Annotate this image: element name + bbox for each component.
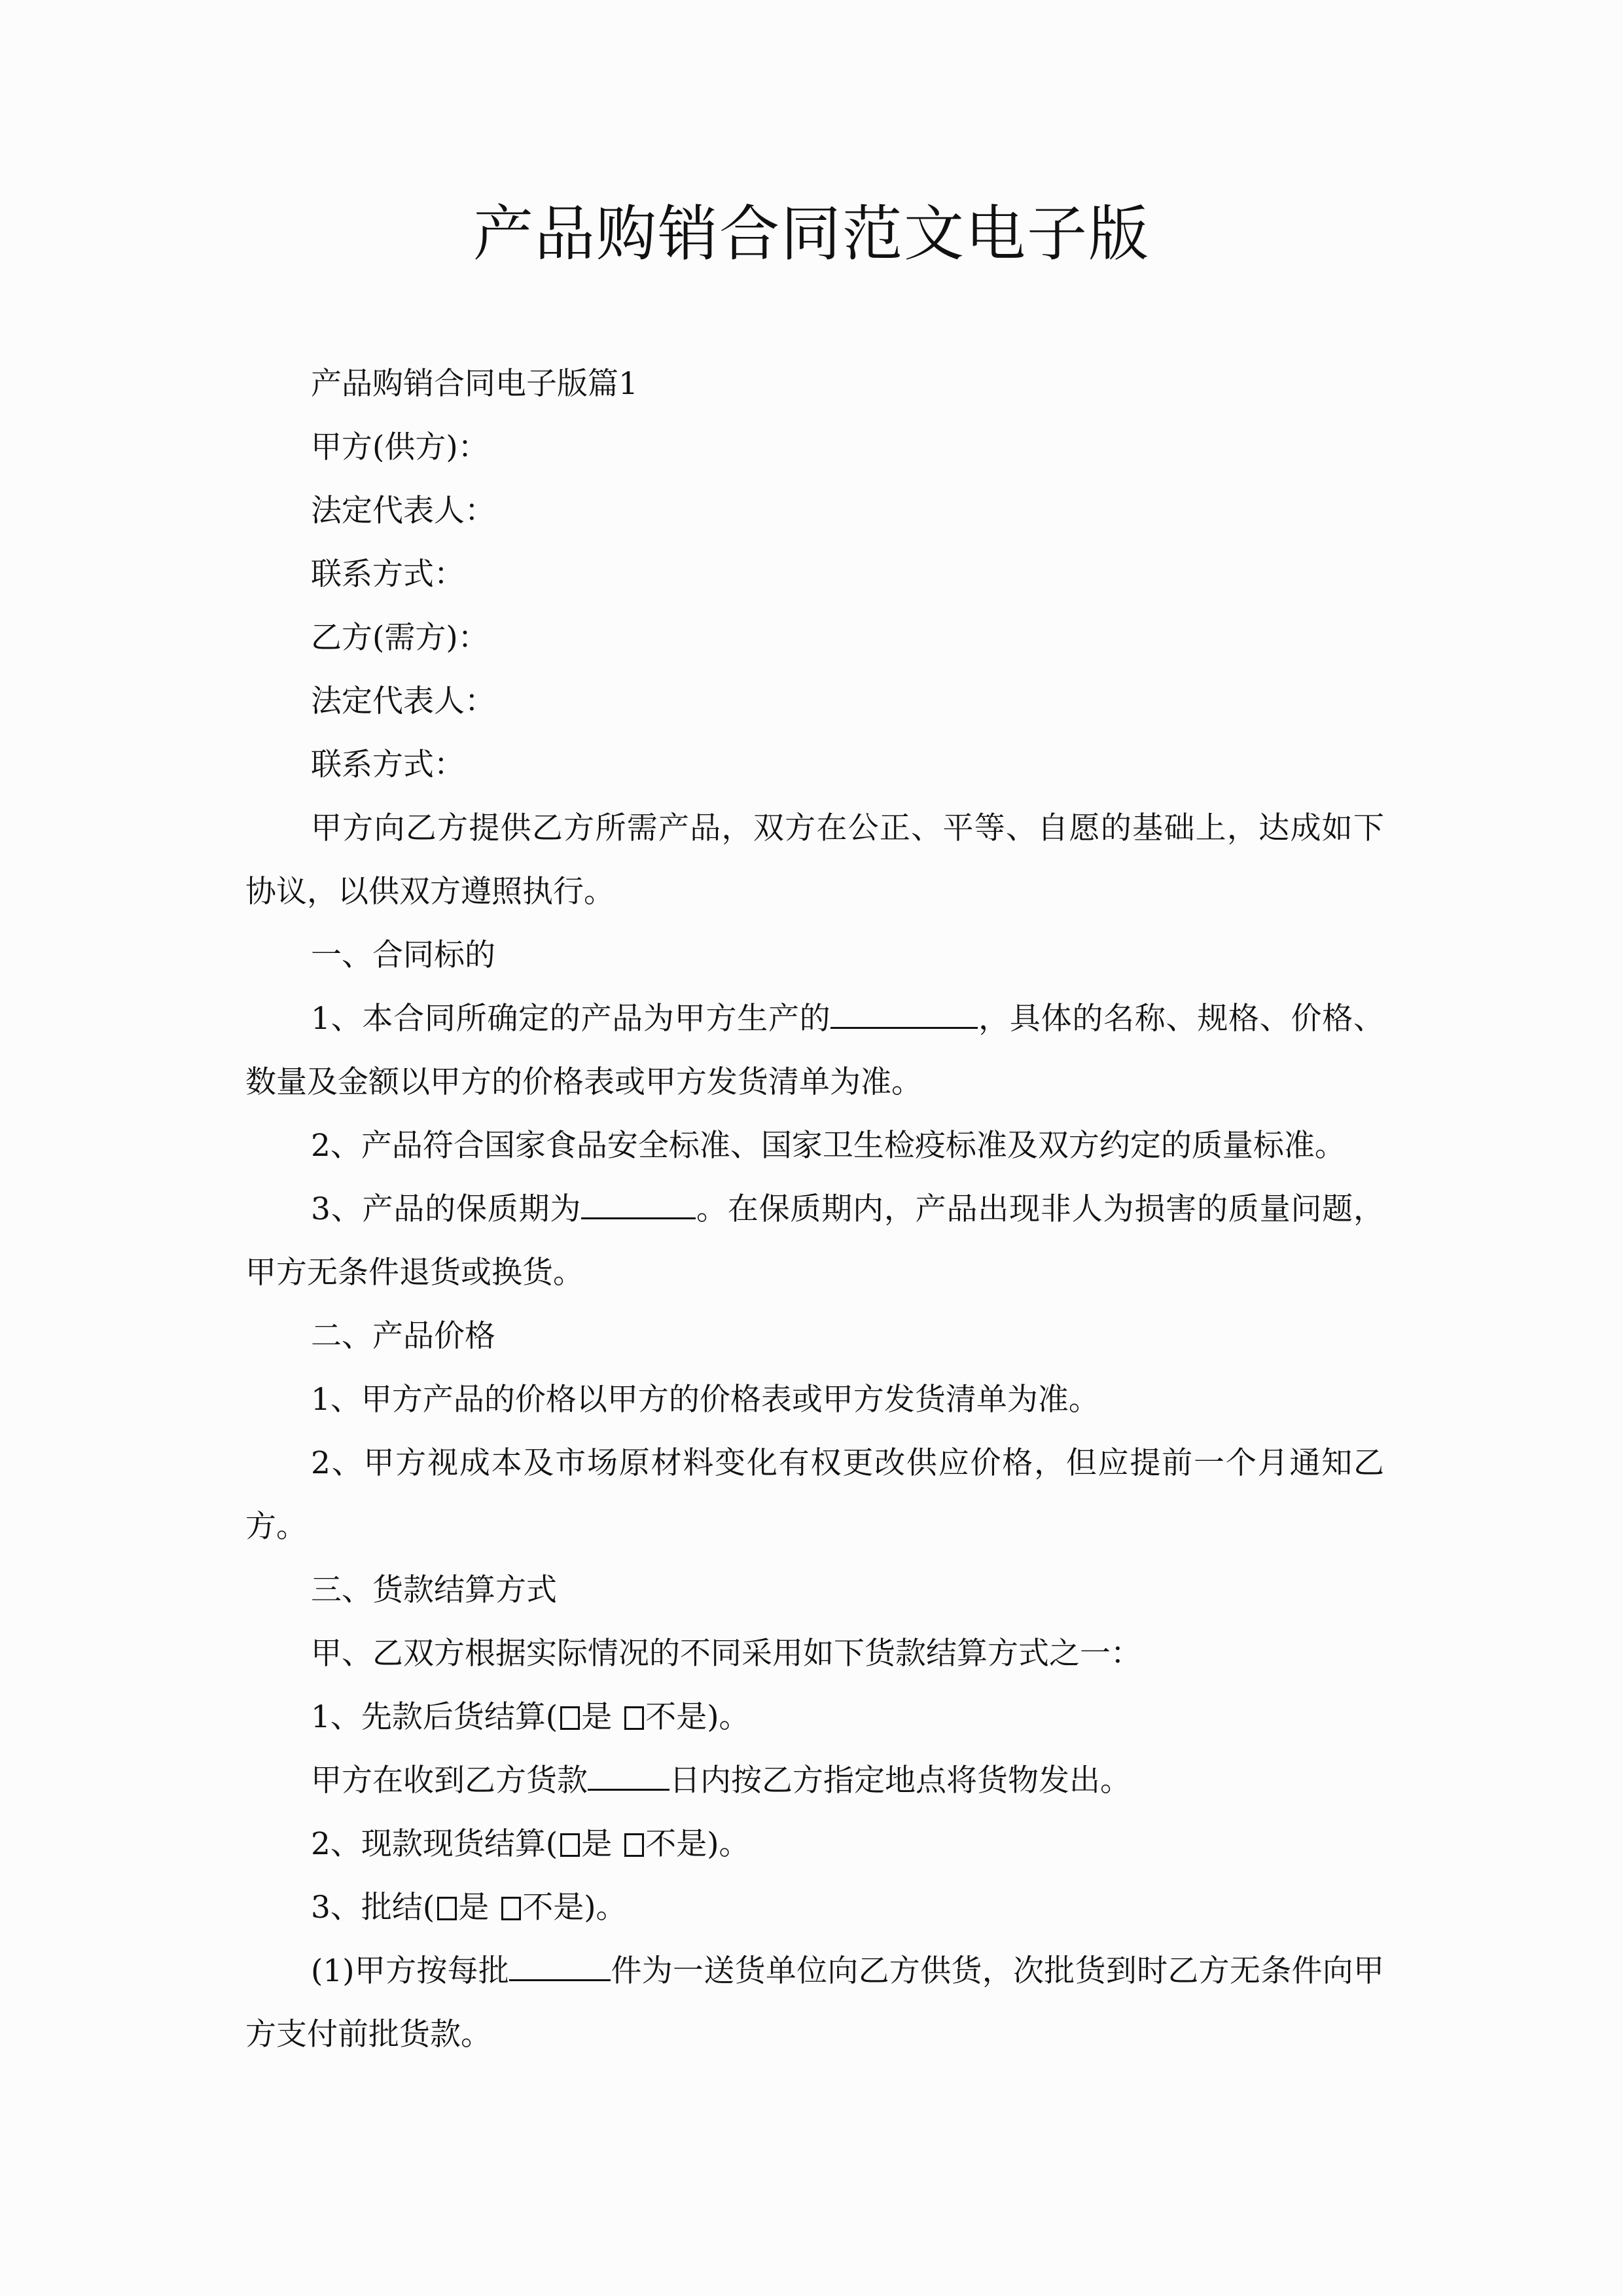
document-body [245,352,1384,2066]
option-3-yes-checkbox-icon [437,1897,457,1920]
option-1-no-label: 不是 [645,1699,707,1735]
preamble-paragraph: 甲方向乙方提供乙方所需产品，双方在公正、平等、自愿的基础上，达成如下协议，以供双方遵照执行。 [245,810,1384,910]
option-3-close: )。 [584,1890,627,1926]
payment-option-1 [245,1685,1384,1749]
section-2-item-2: 2、甲方视成本及市场原材料变化有权更改供应价格，但应提前一个月通知乙方。 [245,1445,1384,1545]
product-name-blank [830,1001,978,1029]
party-b-label: 乙方(需方)： [311,620,489,656]
section-1-item-1 [245,987,1384,1114]
option-1-yes-checkbox-icon [560,1706,580,1730]
contract-subtitle: 产品购销合同电子版篇1 [311,366,638,402]
payment-option-3 [245,1876,1384,1939]
document-title: 产品购销合同范文电子版 [473,199,1150,269]
option-3-no-label: 不是 [522,1890,584,1926]
section-1-item-1-text-after: ，具体的名称、规格、价格、数量及金额以甲方的价格表或甲方发货清单为准。 [245,1001,1384,1100]
section-1-item-1-text-before: 1、本合同所确定的产品为甲方生产的 [311,1001,831,1037]
section-2-item-1: 1、甲方产品的价格以甲方的价格表或甲方发货清单为准。 [311,1382,1099,1418]
delivery-days-blank [588,1763,669,1791]
section-1-item-3-text-after: 。在保质期内，产品出现非人为损害的质量问题，甲方无条件退货或换货。 [245,1191,1384,1291]
payment-option-3-label: 3、批结( [311,1890,435,1926]
option-1-yes-label: 是 [581,1699,613,1735]
option-3-sub-1-before: (1)甲方按每批 [311,1953,510,1989]
section-2-heading: 二、产品价格 [311,1318,495,1354]
option-1-close: )。 [707,1699,750,1735]
party-a-rep-label: 法定代表人： [311,493,495,529]
payment-option-2 [245,1812,1384,1876]
section-3-heading: 三、货款结算方式 [311,1572,557,1608]
option-2-no-checkbox-icon [624,1833,644,1857]
option-2-close: )。 [707,1826,750,1862]
section-3-intro: 甲、乙双方根据实际情况的不同采用如下货款结算方式之一： [311,1636,1141,1672]
shelf-life-blank [581,1191,696,1219]
party-b-rep-label: 法定代表人： [311,683,495,719]
section-1-item-3 [245,1177,1384,1304]
option-2-yes-label: 是 [581,1826,613,1862]
section-1-item-2: 2、产品符合国家食品安全标准、国家卫生检疫标准及双方约定的质量标准。 [311,1128,1346,1164]
payment-option-2-label: 2、现款现货结算( [311,1826,558,1862]
section-1-item-3-text-before: 3、产品的保质期为 [311,1191,582,1227]
option-1-desc-after: 日内按乙方指定地点将货物发出。 [669,1763,1131,1799]
option-3-sub-1-after: 件为一送货单位向乙方供货，次批货到时乙方无条件向甲方支付前批货款。 [245,1953,1385,2053]
option-1-no-checkbox-icon [624,1706,644,1730]
option-2-no-label: 不是 [645,1826,707,1862]
payment-option-1-description [245,1749,1384,1812]
option-2-yes-checkbox-icon [560,1833,580,1857]
option-3-yes-label: 是 [458,1890,490,1926]
option-3-no-checkbox-icon [501,1897,521,1920]
party-a-label: 甲方(供方)： [311,429,489,465]
party-b-contact-label: 联系方式： [311,747,465,783]
batch-quantity-blank [509,1953,611,1981]
payment-option-1-label: 1、先款后货结算( [311,1699,558,1735]
section-1-heading: 一、合同标的 [311,937,495,973]
option-1-desc-before: 甲方在收到乙方货款 [311,1763,588,1799]
payment-option-3-sub-1 [245,1939,1384,2066]
party-a-contact-label: 联系方式： [311,556,465,592]
